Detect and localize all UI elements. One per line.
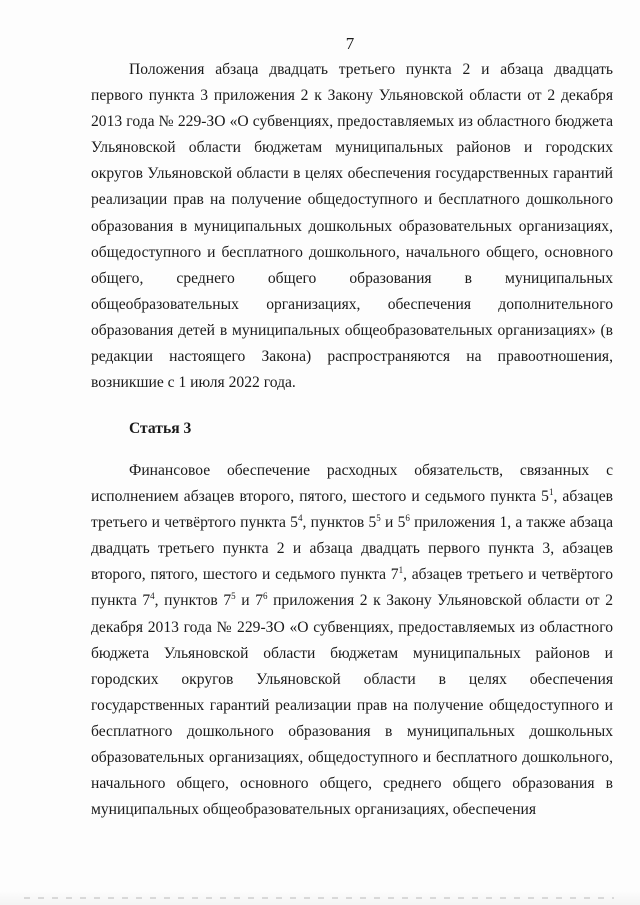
superscript: 4 (297, 513, 303, 524)
superscript: 5 (231, 591, 236, 602)
superscript: 4 (150, 591, 155, 602)
superscript: 1 (548, 487, 554, 498)
paragraph-text: , пунктов 5 (302, 514, 377, 532)
superscript: 6 (405, 513, 410, 524)
paragraph-text: , абзацев третьего и четвёртого пункта 5 (91, 488, 613, 532)
paragraph-applicability: Положения абзаца двадцать третьего пункта 2 и абзаца двадцать первого пункта 3 приложения 2 к Закону Ульяновской области от 2 декабря 2013 года № 229-ЗО «О субвенциях, предоставляемых из областного бюджета Ульяновской области бюджетам муниципальных районов и городских округов Ульяновской области в целях обеспечения государственных гарантий реализации прав на получение общедоступного и бесплатного дошкольного образования в муниципальных дошкольных образовательных организациях, общедоступного и бесплатного дошкольного, начального общего, основного общего, среднего общего образования в муниципальных общеобразовательных организациях, обеспечения дополнительного образования детей в муниципальных общеобразовательных организациях» (в редакции настоящего Закона) распространяются на правоотношения, возникшие с 1 июля 2022 года. (91, 61, 613, 392)
paragraph-text: и 7 (235, 592, 263, 610)
paragraph-text: и 5 (380, 514, 406, 532)
superscript: 6 (263, 591, 268, 602)
paragraph-text: , абзацев третьего и четвёртого пункта 7 (91, 566, 613, 610)
paragraph-text: приложения 2 к Закону Ульяновской области от 2 декабря 2013 года № 229-ЗО «О субвенциях, предоставляемых из областного бюджета Ульяновской области бюджетам муниципальных районов и городских округов Ульяновской области в целях обеспечения государственных гарантий реализации прав на получение общедоступного и бесплатного дошкольного образования в муниципальных дошкольных образовательных организациях, общедоступного и бесплатного дошкольного, начального общего, основного общего, среднего общего образования в муниципальных общеобразовательных организациях, обеспечения (91, 592, 613, 819)
superscript: 5 (376, 513, 381, 524)
paragraph-financing (91, 458, 613, 823)
paragraph-text: приложения 1, а также абзаца двадцать третьего пункта 2 и абзаца двадцать первого пункта 3, абзацев второго, пятого, шестого и седьмого пункта 7 (91, 514, 613, 584)
scan-edge-artifacts (24, 897, 614, 899)
paragraph-text: Финансовое обеспечение расходных обязательств, связанных с исполнением абзацев второго, пятого, шестого и седьмого пункта 5 (91, 462, 613, 506)
page-number: 7 (345, 34, 355, 53)
article-heading: Статья 3 (129, 420, 192, 437)
paragraph-text: , пунктов 7 (154, 592, 232, 610)
superscript: 1 (398, 565, 404, 576)
